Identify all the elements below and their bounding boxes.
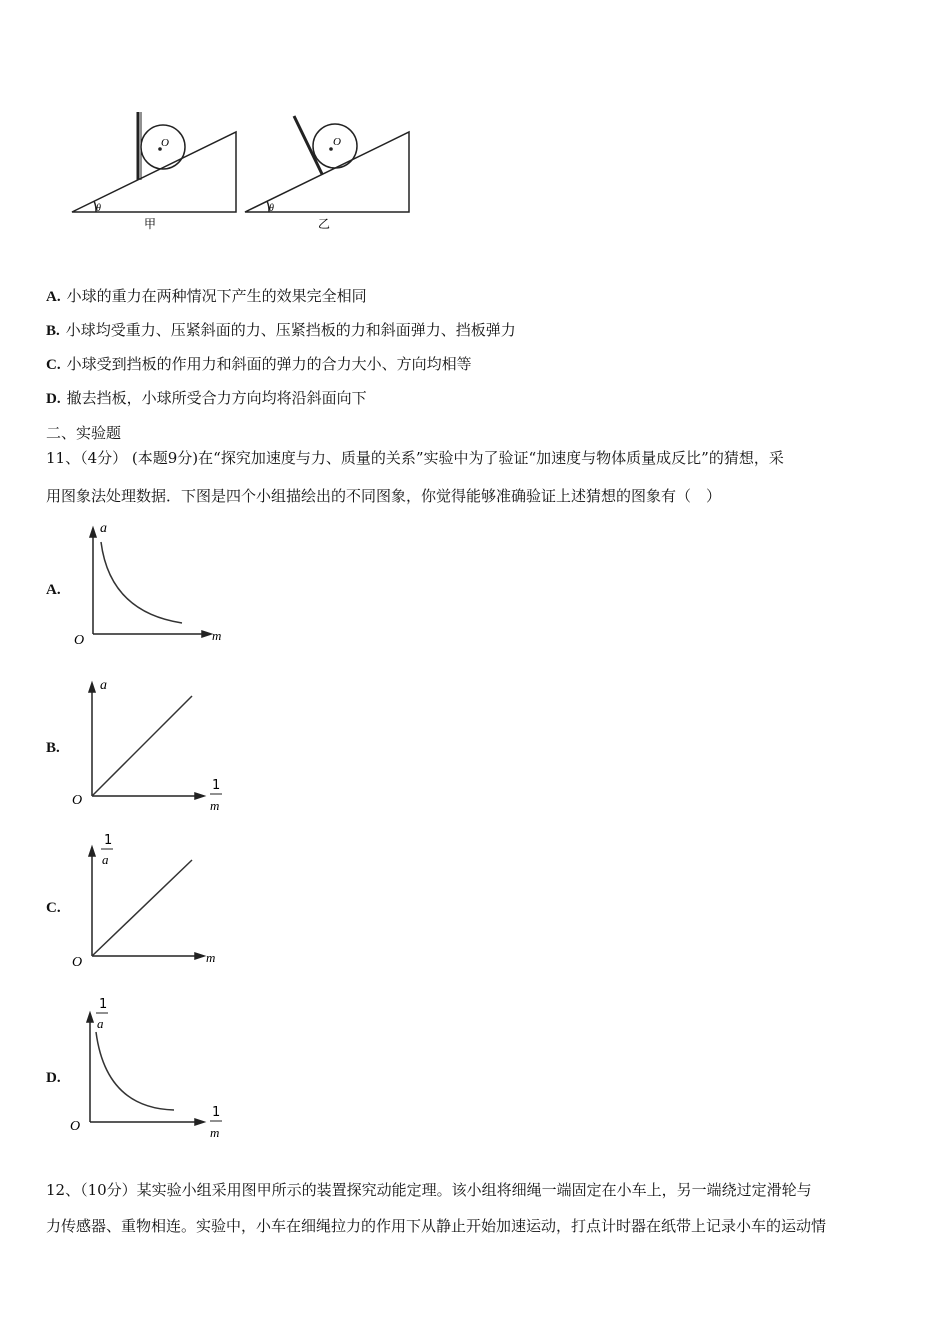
x-axis-label-numerator: 1 xyxy=(212,1105,221,1120)
graph-a xyxy=(70,512,230,648)
option-text: 撤去挡板，小球所受合力方向均将沿斜面向下 xyxy=(66,389,367,407)
y-axis-label-numerator: 1 xyxy=(104,833,113,848)
q11-line-1: 11、（4分） (本题9分)在“探究加速度与力、质量的关系”实验中为了验证“加速度与物体质量成反比”的猜想，采 xyxy=(46,449,784,467)
q12-line-1: 12、（10分）某实验小组采用图甲所示的装置探究动能定理。该小组将细绳一端固定在小车上，另一端绕过定滑轮与 xyxy=(46,1181,812,1199)
option-letter: A. xyxy=(46,289,61,305)
x-axis-label-denominator: m xyxy=(210,798,220,813)
x-axis-arrow xyxy=(195,953,204,959)
curve-line xyxy=(92,860,192,956)
y-axis-label-numerator: 1 xyxy=(99,997,108,1012)
x-axis-label: m xyxy=(206,950,216,965)
option-text: 小球的重力在两种情况下产生的效果完全相同 xyxy=(66,287,367,305)
x-axis-arrow xyxy=(202,631,211,637)
y-axis-arrow xyxy=(90,528,96,537)
q10-option-c xyxy=(46,354,472,375)
incline-figure xyxy=(60,100,420,240)
ball-label-right: O xyxy=(333,136,341,148)
q10-option-d xyxy=(46,388,367,409)
curve-hyperbola xyxy=(96,1032,174,1110)
x-axis-label-denominator: m xyxy=(210,1125,220,1140)
y-axis-arrow xyxy=(89,683,95,692)
y-axis-arrow xyxy=(87,1013,93,1022)
origin-label: O xyxy=(70,1119,81,1134)
angle-label-right: θ xyxy=(269,203,274,214)
y-axis-label: a xyxy=(100,678,107,693)
graph-b xyxy=(70,672,240,817)
y-axis-arrow xyxy=(89,847,95,856)
section-title: 二、实验题 xyxy=(46,424,122,442)
x-axis-arrow xyxy=(195,1119,204,1125)
q12-line-2: 力传感器、重物相连。实验中，小车在细绳拉力的作用下从静止开始加速运动，打点计时器在纸带上记录小车的运动情 xyxy=(46,1217,827,1235)
option-letter: C. xyxy=(46,357,61,373)
y-axis-label-denominator: a xyxy=(102,852,109,867)
incline-left xyxy=(72,112,236,212)
curve-hyperbola xyxy=(101,542,182,623)
option-letter: D. xyxy=(46,391,61,407)
graph-b-letter: B. xyxy=(46,740,60,756)
incline-right xyxy=(245,116,409,212)
origin-label: O xyxy=(72,955,83,970)
option-letter: B. xyxy=(46,323,60,339)
graph-a-letter: A. xyxy=(46,582,61,598)
q10-option-b xyxy=(46,320,516,341)
graph-c xyxy=(70,828,240,973)
y-axis-label: a xyxy=(100,521,107,536)
x-axis-arrow xyxy=(195,793,204,799)
q11-line-2: 用图象法处理数据．下图是四个小组描绘出的不同图象，你觉得能够准确验证上述猜想的图象有（ ） xyxy=(46,487,722,505)
angle-label-left: θ xyxy=(96,203,101,214)
option-text: 小球均受重力、压紧斜面的力、压紧挡板的力和斜面弹力、挡板弹力 xyxy=(65,321,516,339)
origin-label: O xyxy=(72,793,83,808)
graph-d xyxy=(66,990,236,1140)
option-text: 小球受到挡板的作用力和斜面的弹力的合力大小、方向均相等 xyxy=(66,355,472,373)
graph-c-letter: C. xyxy=(46,900,61,916)
curve-line xyxy=(92,696,192,796)
q10-option-a xyxy=(46,286,367,307)
caption-yi: 乙 xyxy=(318,217,331,231)
caption-jia: 甲 xyxy=(144,217,157,231)
x-axis-label: m xyxy=(212,628,222,643)
x-axis-label-numerator: 1 xyxy=(212,778,221,793)
y-axis-label-denominator: a xyxy=(97,1016,104,1031)
ball-label-left: O xyxy=(161,137,169,149)
graph-d-letter: D. xyxy=(46,1070,61,1086)
origin-label: O xyxy=(74,633,85,648)
